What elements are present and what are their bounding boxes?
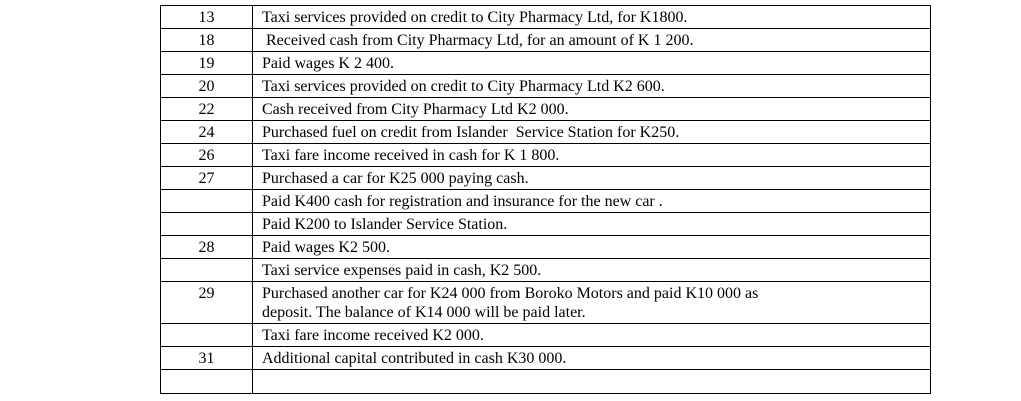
table-row [161, 6, 931, 29]
table-row [161, 213, 931, 236]
date-cell [161, 259, 253, 282]
table-row [161, 370, 931, 394]
description-cell [253, 370, 931, 394]
date-cell: 19 [161, 52, 253, 75]
table-row [161, 75, 931, 98]
date-cell [161, 213, 253, 236]
date-cell: 22 [161, 98, 253, 121]
table-row [161, 98, 931, 121]
description-cell [253, 282, 931, 324]
table-row [161, 347, 931, 370]
date-cell: 26 [161, 144, 253, 167]
table-row [161, 167, 931, 190]
description-cell: Paid K400 cash for registration and insurance for the new car . [253, 190, 931, 213]
table-row [161, 121, 931, 144]
date-cell: 20 [161, 75, 253, 98]
date-cell: 24 [161, 121, 253, 144]
table-row [161, 52, 931, 75]
date-cell: 13 [161, 6, 253, 29]
transactions-table [160, 5, 931, 394]
table-row [161, 144, 931, 167]
description-cell: Purchased fuel on credit from Islander Service Station for K250. [253, 121, 931, 144]
table-row [161, 29, 931, 52]
date-cell [161, 190, 253, 213]
description-cell: Paid K200 to Islander Service Station. [253, 213, 931, 236]
description-cell: Taxi service expenses paid in cash, K2 500. [253, 259, 931, 282]
date-cell [161, 370, 253, 394]
date-cell: 27 [161, 167, 253, 190]
description-cell: Paid wages K2 500. [253, 236, 931, 259]
table-row [161, 190, 931, 213]
date-cell: 29 [161, 282, 253, 324]
description-cell: Taxi fare income received in cash for K 1 800. [253, 144, 931, 167]
description-cell: Received cash from City Pharmacy Ltd, for an amount of K 1 200. [253, 29, 931, 52]
description-cell: Additional capital contributed in cash K30 000. [253, 347, 931, 370]
table-row [161, 236, 931, 259]
description-cell: Cash received from City Pharmacy Ltd K2 000. [253, 98, 931, 121]
date-cell [161, 324, 253, 347]
description-cell: Taxi fare income received K2 000. [253, 324, 931, 347]
table-row [161, 282, 931, 324]
table-row [161, 324, 931, 347]
description-cell: Purchased a car for K25 000 paying cash. [253, 167, 931, 190]
table-row [161, 259, 931, 282]
description-cell: Taxi services provided on credit to City Pharmacy Ltd K2 600. [253, 75, 931, 98]
description-line: Purchased another car for K24 000 from Boroko Motors and paid K10 000 as [262, 285, 759, 302]
date-cell: 31 [161, 347, 253, 370]
date-cell: 18 [161, 29, 253, 52]
description-line: deposit. The balance of K14 000 will be paid later. [262, 304, 586, 321]
description-cell: Paid wages K 2 400. [253, 52, 931, 75]
description-cell: Taxi services provided on credit to City Pharmacy Ltd, for K1800. [253, 6, 931, 29]
date-cell: 28 [161, 236, 253, 259]
